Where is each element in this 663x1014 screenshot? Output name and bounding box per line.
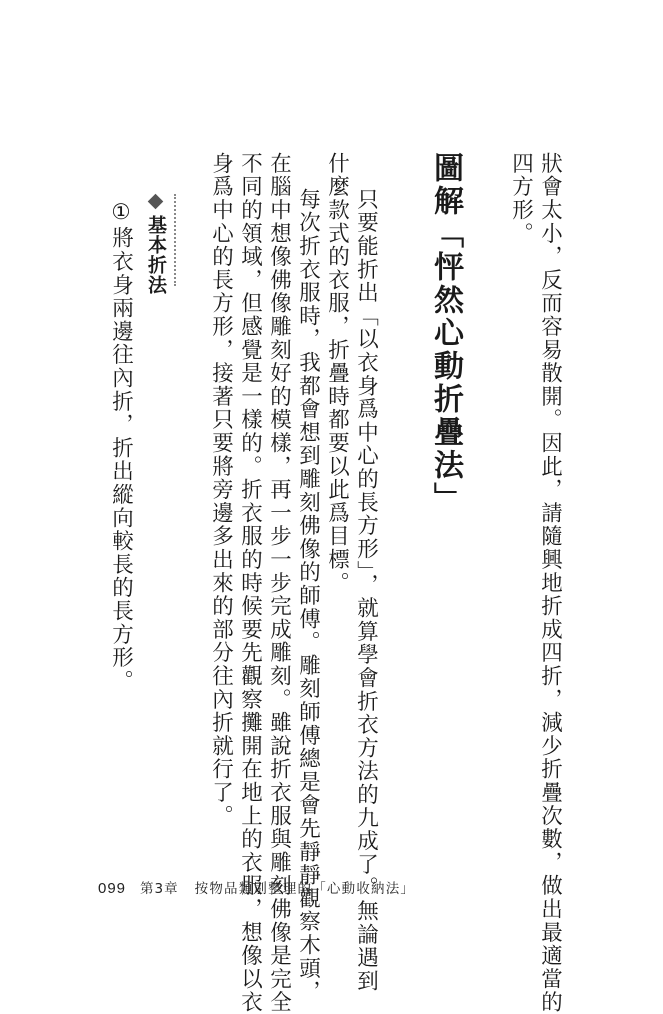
section-heading: 圖解「怦然心動折疊法」 xyxy=(428,152,463,515)
paragraph-line: 只要能折出「以衣身爲中心的長方形」，就算學會折衣方法的九成了。無論遇到 xyxy=(353,188,379,993)
paragraph-line: 不同的領域，但感覺是一樣的。折衣服的時候要先觀察攤開在地上的衣服，想像以衣 xyxy=(237,152,263,1014)
dotted-divider xyxy=(174,194,176,286)
chapter-label: 第3章 xyxy=(140,881,179,897)
paragraph-line: 狀會太小，反而容易散開。因此，請隨興地折成四折，減少折疊次數，做出最適當的 xyxy=(537,152,563,1014)
paragraph-line: 四方形。 xyxy=(508,152,534,246)
diamond-bullet-icon xyxy=(148,194,164,210)
chapter-title: 按物品類別整理的「心動收納法」 xyxy=(194,881,416,897)
paragraph-line: 身爲中心的長方形，接著只要將旁邊多出來的部分往內折就行了。 xyxy=(208,152,234,828)
paragraph-line: 在腦中想像佛像雕刻好的模樣，再一步一步完成雕刻。雖說折衣服與雕刻佛像是完全 xyxy=(266,152,292,1014)
page-footer xyxy=(98,877,415,897)
sub-heading xyxy=(146,196,165,295)
step-instruction: ①將衣身兩邊往內折，折出縱向較長的長方形。 xyxy=(108,200,134,693)
page-number: 099 xyxy=(98,880,127,897)
sub-heading-label: 基本折法 xyxy=(145,215,167,295)
paragraph-line: 每次折衣服時，我都會想到雕刻佛像的師傅。雕刻師傅總是會先靜靜觀察木頭， xyxy=(295,188,321,1004)
paragraph-line: 什麼款式的衣服，折疊時都要以此爲目標。 xyxy=(324,152,350,595)
